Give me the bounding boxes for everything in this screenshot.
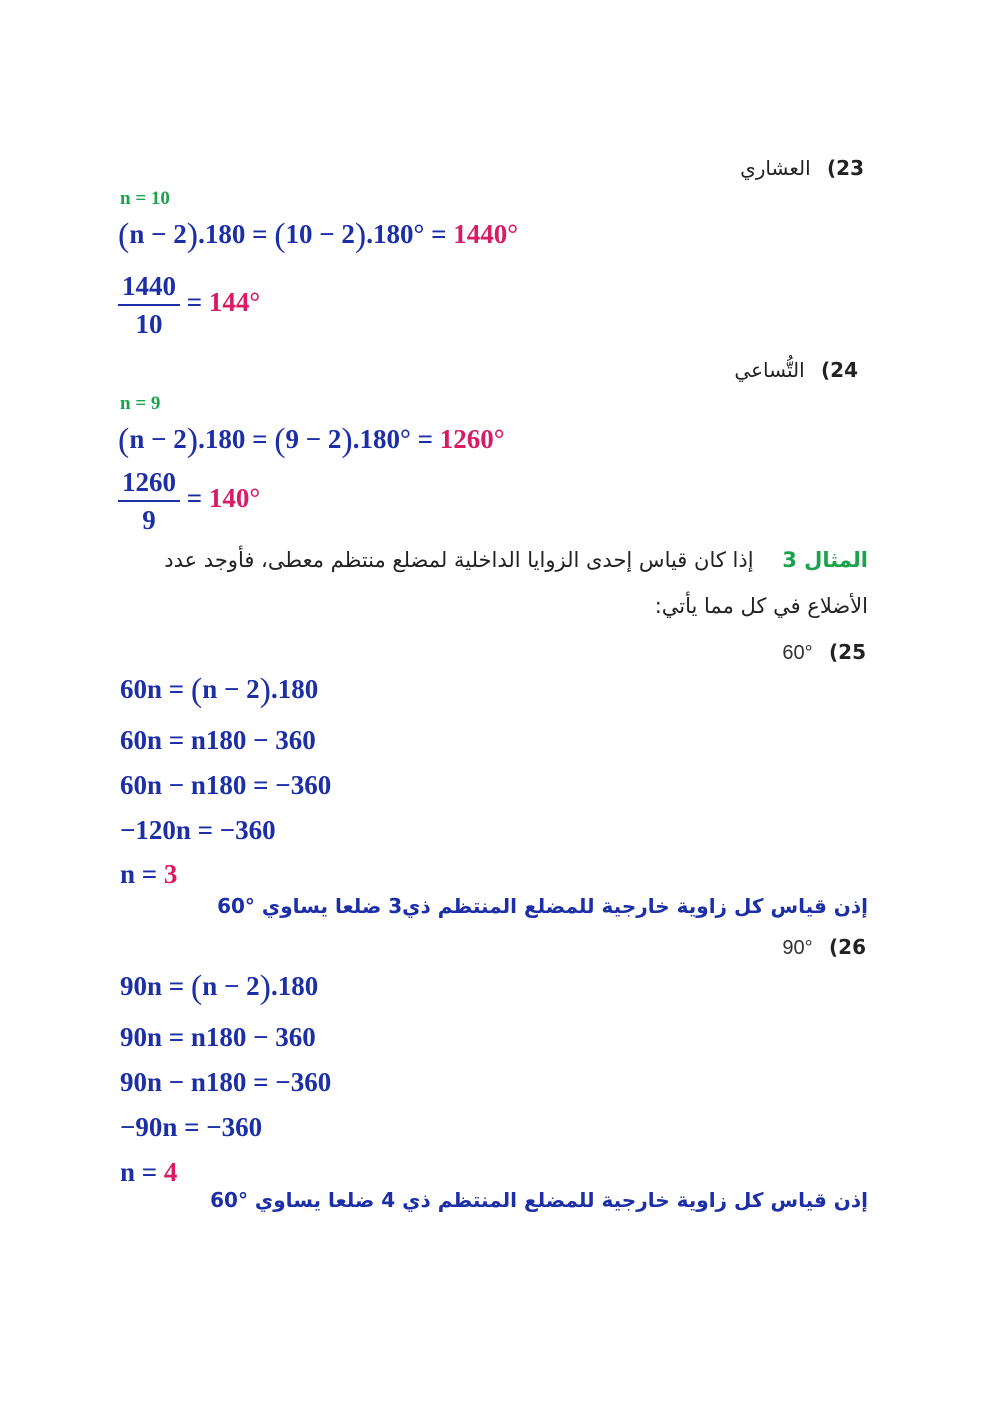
solution-step-2: 60n = n180 − 360 (120, 725, 316, 755)
question-number: (26 (829, 935, 866, 959)
conclusion-text: إذن قياس كل زاوية خارجية للمضلع المنتظم ذي3 ضلعا يساوي °60 (217, 894, 868, 918)
question-23-heading (740, 156, 864, 180)
expression: n − 2 (129, 219, 187, 249)
expression: .180 (270, 674, 319, 704)
expression: n = (120, 859, 164, 889)
expression: .180 = (198, 219, 275, 249)
equals-sign: = (410, 424, 440, 454)
expression: 10 − 2 (285, 219, 355, 249)
question-number: (25 (829, 640, 866, 664)
result-value: 1260° (439, 424, 505, 454)
result-value: 144° (208, 287, 261, 318)
equals-sign: = (180, 287, 209, 318)
expression: n − 2 (202, 674, 260, 704)
question-24-heading (734, 358, 858, 382)
conclusion-text: إذن قياس كل زاوية خارجية للمضلع المنتظم ذي 4 ضلعا يساوي °60 (210, 1188, 868, 1212)
n-value-label: n = 10 (120, 188, 170, 209)
expression: 9 − 2 (285, 424, 342, 454)
solution-answer (120, 858, 177, 890)
question-25-heading (782, 640, 866, 665)
answer-value: 4 (163, 1157, 178, 1187)
expression: 90n = (120, 971, 191, 1001)
answer-value: 3 (163, 859, 178, 889)
solution-step-1: 90n = (n − 2).180 (120, 969, 319, 1006)
expression: n − 2 (202, 971, 260, 1001)
angle-value: 60° (782, 642, 813, 664)
result-value: 140° (208, 483, 261, 514)
numerator: 1440 (118, 270, 180, 306)
expression: .180° (352, 424, 411, 454)
expression: .180 (270, 971, 319, 1001)
solution-step-1: 60n = (n − 2).180 (120, 672, 319, 709)
solution-step-3: 90n − n180 = −360 (120, 1067, 332, 1097)
result-value: 1440° (453, 219, 519, 249)
numerator: 1260 (118, 466, 180, 502)
solution-step-2: 90n = n180 − 360 (120, 1022, 316, 1052)
example-3-line-1 (164, 548, 868, 572)
interior-angle-fraction (118, 466, 260, 536)
polygon-name: العشاري (740, 156, 811, 180)
example-3-line-2: الأضلاع في كل مما يأتي: (654, 594, 868, 618)
question-26-heading (782, 935, 866, 960)
expression: n − 2 (129, 424, 187, 454)
expression: .180° (366, 219, 425, 249)
equals-sign: = (424, 219, 454, 249)
solution-answer (120, 1156, 177, 1188)
question-number: 23) (827, 156, 864, 180)
expression: n = (120, 1157, 164, 1187)
expression: .180 = (198, 424, 275, 454)
question-number: 24) (821, 358, 858, 382)
example-label: المثال 3 (782, 548, 868, 572)
interior-sum-equation: (n − 2).180 = (10 − 2).180° = 1440° (118, 217, 519, 254)
interior-angle-fraction (118, 270, 260, 340)
solution-step-4: −90n = −360 (120, 1112, 263, 1142)
polygon-name: التُّساعي (734, 358, 805, 382)
equals-sign: = (180, 483, 209, 514)
solution-step-3: 60n − n180 = −360 (120, 770, 332, 800)
solution-step-4: −120n = −360 (120, 815, 276, 845)
angle-value: 90° (782, 937, 813, 959)
n-value-label: n = 9 (120, 393, 161, 414)
denominator: 10 (135, 309, 163, 339)
example-text: إذا كان قياس إحدى الزوايا الداخلية لمضلع منتظم معطى، فأوجد عدد (164, 548, 754, 572)
expression: 60n = (120, 674, 191, 704)
denominator: 9 (142, 505, 156, 535)
interior-sum-equation: (n − 2).180 = (9 − 2).180° = 1260° (118, 422, 505, 459)
